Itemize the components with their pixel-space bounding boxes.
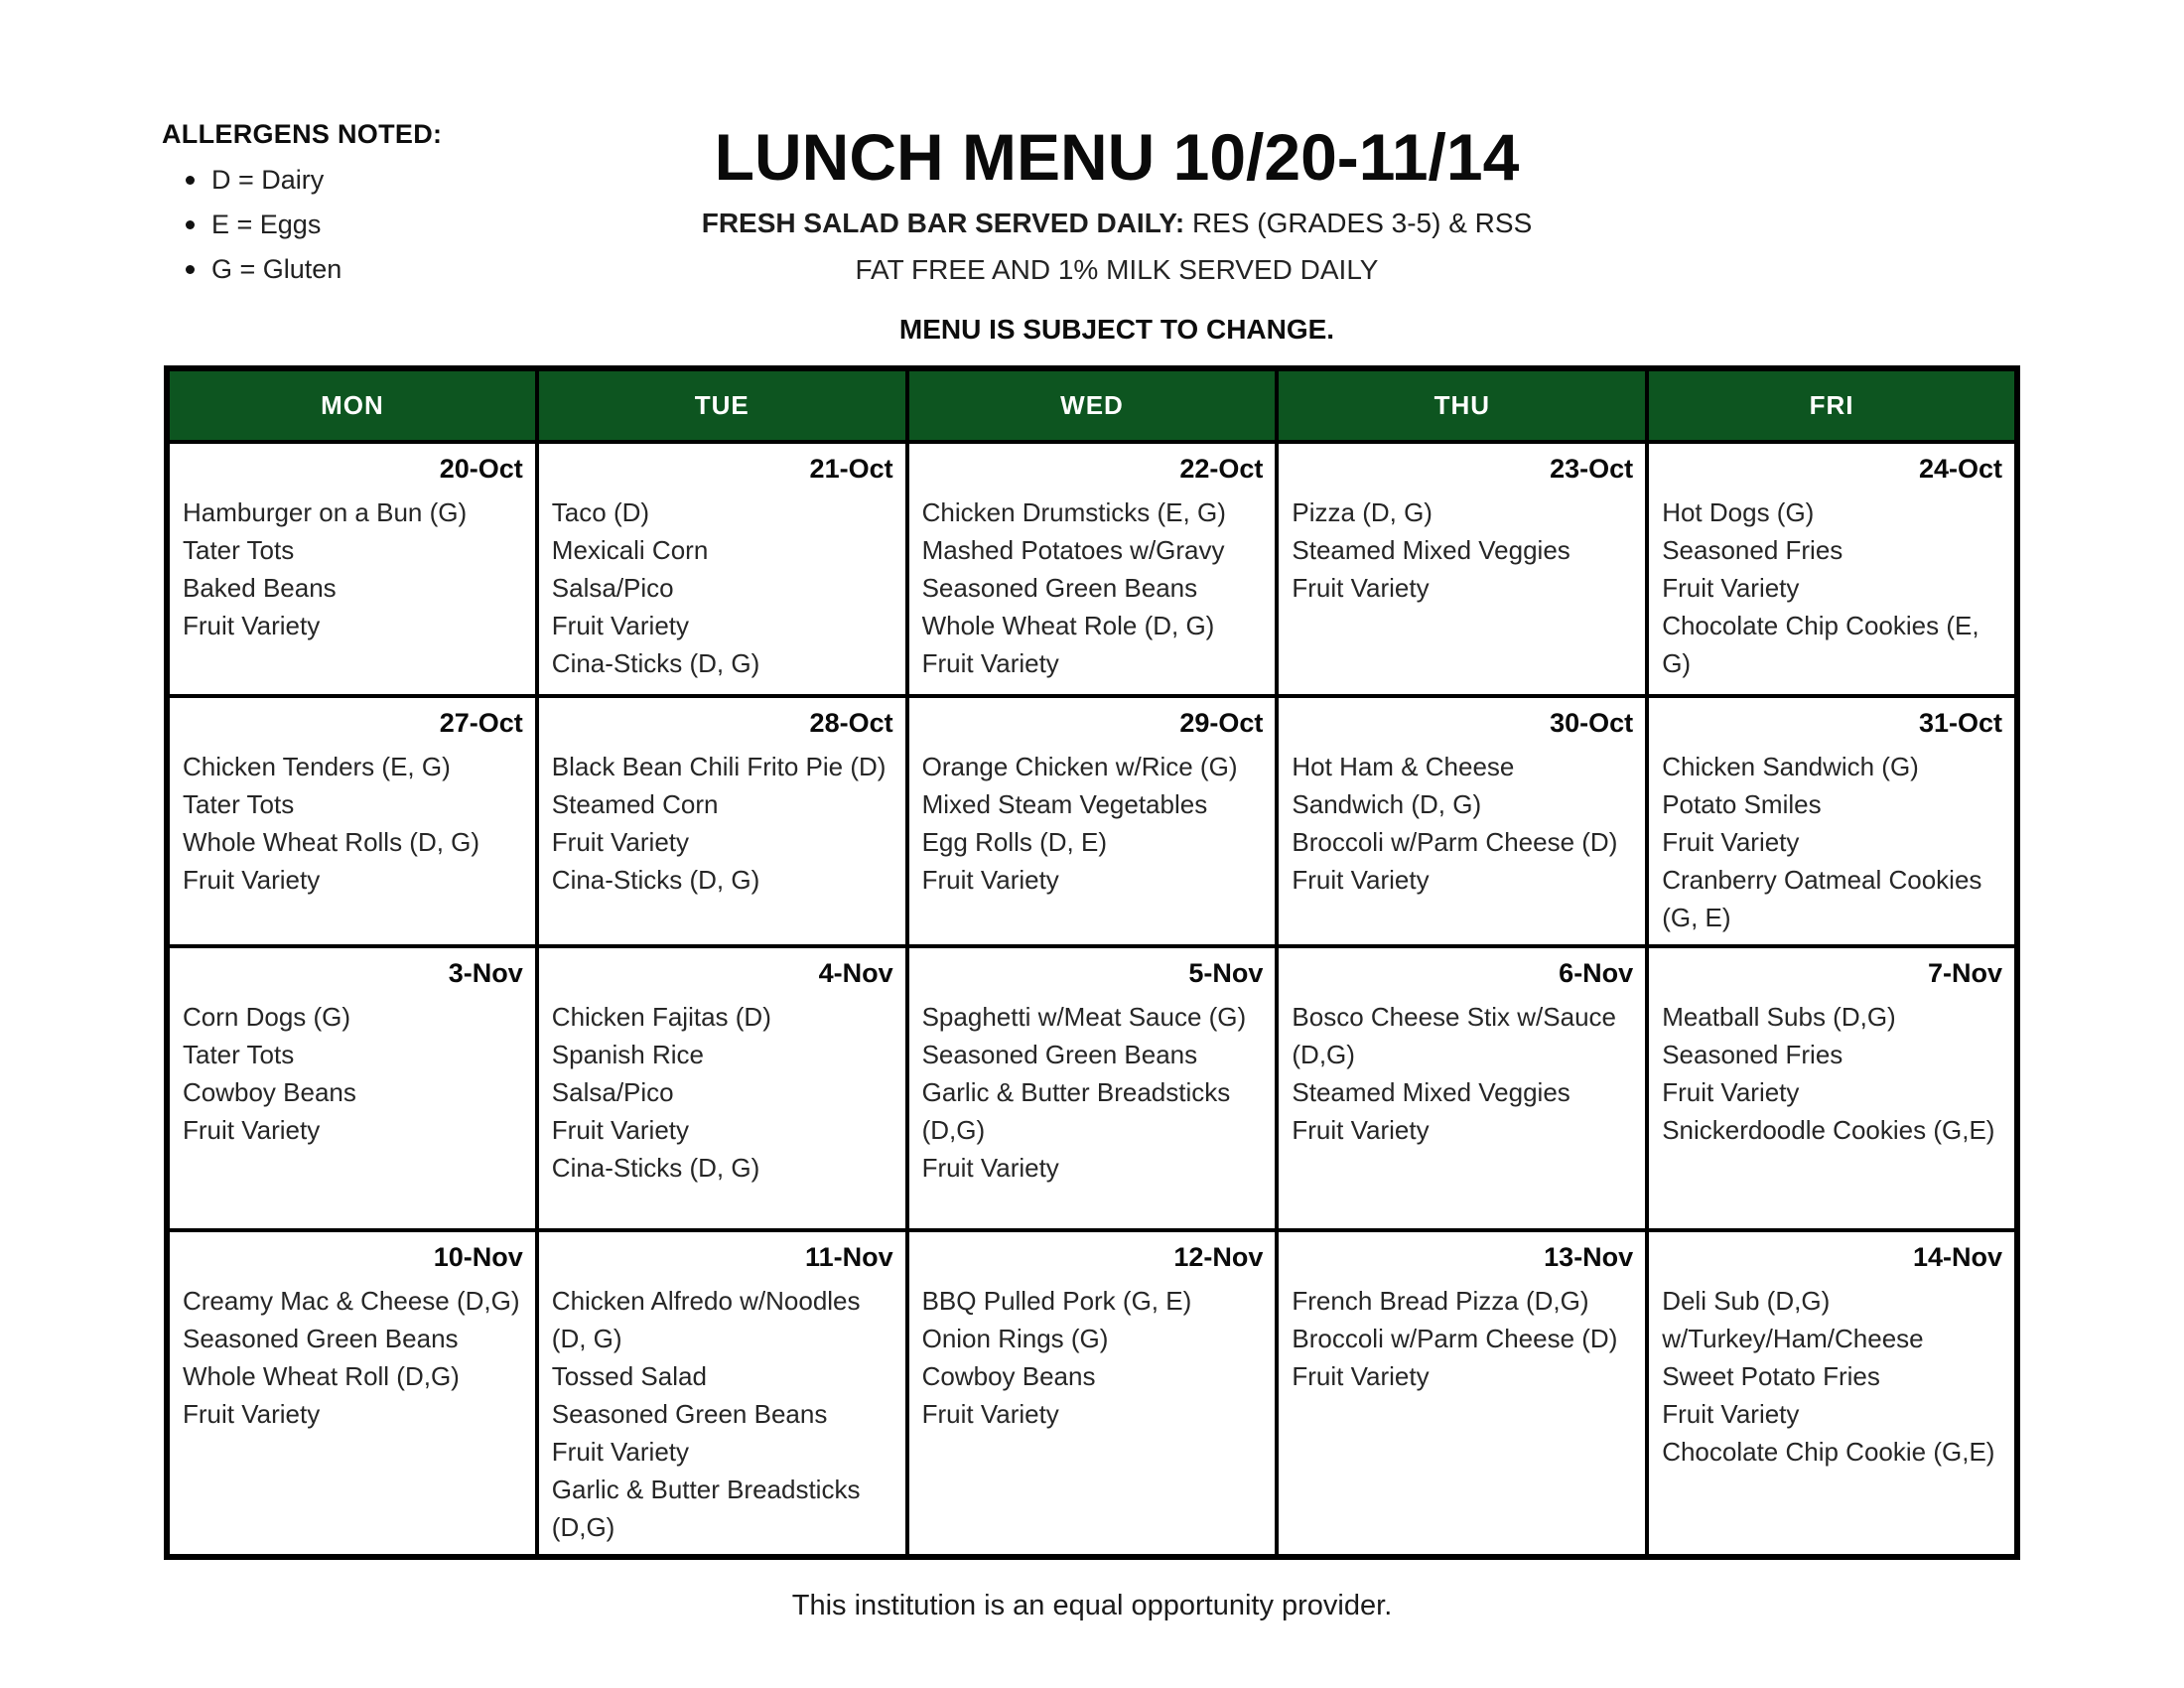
menu-item: Corn Dogs (G) [183, 1002, 351, 1033]
menu-item: Garlic & Butter Breadsticks (D,G) [921, 1077, 1231, 1146]
menu-item: Salsa/Pico [551, 573, 674, 604]
menu-item: Steamed Mixed Veggies [1292, 1077, 1570, 1108]
menu-table [164, 365, 2020, 1560]
day-cell-29-oct [907, 696, 1278, 946]
menu-item: Meatball Subs (D,G) [1662, 1002, 1896, 1033]
cell-items [1292, 1282, 1633, 1395]
menu-table-header [167, 368, 2017, 442]
salad-bar-label: FRESH SALAD BAR SERVED DAILY: [701, 208, 1185, 239]
cell-items [552, 1282, 893, 1546]
menu-item: Hamburger on a Bun (G) [183, 497, 468, 528]
column-header-tue: TUE [537, 368, 907, 442]
cell-items [183, 998, 523, 1149]
menu-item: Spanish Rice [551, 1040, 704, 1070]
bullet-icon [186, 265, 195, 274]
cell-date: 27-Oct [439, 708, 523, 738]
menu-item: Whole Wheat Roll (D,G) [183, 1361, 460, 1392]
menu-item: Hot Dogs (G) [1662, 497, 1815, 528]
day-cell-10-nov [167, 1230, 537, 1557]
allergen-label: D = Dairy [211, 165, 325, 195]
day-cell-30-oct [1277, 696, 1647, 946]
menu-item: Deli Sub (D,G) [1662, 1286, 1831, 1317]
menu-item: Fruit Variety [1662, 1399, 1800, 1430]
day-cell-31-oct [1647, 696, 2017, 946]
menu-item: Seasoned Green Beans [551, 1399, 828, 1430]
menu-item: Chocolate Chip Cookies (E, G) [1662, 611, 1979, 679]
menu-item: Onion Rings (G) [921, 1324, 1109, 1354]
cell-date: 11-Nov [805, 1242, 893, 1273]
cell-items [183, 748, 523, 899]
bullet-icon [186, 176, 195, 185]
menu-item: Seasoned Green Beans [921, 1040, 1198, 1070]
cell-items [1662, 998, 2002, 1149]
menu-item: Fruit Variety [183, 1115, 321, 1146]
day-cell-28-oct [537, 696, 907, 946]
menu-item: Potato Smiles [1662, 789, 1822, 820]
day-cell-4-nov [537, 946, 907, 1230]
week-row-3 [167, 946, 2017, 1230]
menu-item: Tater Tots [183, 1040, 295, 1070]
menu-item: Fruit Variety [921, 1153, 1059, 1184]
allergens-title: ALLERGENS NOTED: [162, 119, 443, 149]
menu-item: Cranberry Oatmeal Cookies (G, E) [1662, 865, 1982, 933]
menu-item: Fruit Variety [1662, 827, 1800, 858]
menu-item: Orange Chicken w/Rice (G) [921, 752, 1238, 782]
menu-item: Snickerdoodle Cookies (G,E) [1662, 1115, 1995, 1146]
cell-date: 7-Nov [1927, 958, 2002, 989]
menu-item: Chicken Alfredo w/Noodles (D, G) [551, 1286, 861, 1354]
menu-item: Seasoned Fries [1662, 1040, 1843, 1070]
allergen-label: G = Gluten [211, 254, 342, 284]
menu-item: Taco (D) [551, 497, 650, 528]
menu-item: Fruit Variety [921, 1399, 1059, 1430]
menu-item: Cina-Sticks (D, G) [551, 1153, 760, 1184]
menu-item: w/Turkey/Ham/Cheese [1662, 1324, 1924, 1354]
salad-bar-detail: RES (GRADES 3-5) & RSS [1184, 208, 1533, 239]
menu-item: Fruit Variety [551, 611, 690, 641]
menu-item: Baked Beans [183, 573, 337, 604]
menu-item: Chicken Fajitas (D) [551, 1002, 771, 1033]
cell-items [922, 493, 1264, 682]
cell-date: 31-Oct [1918, 708, 2002, 738]
week-row-2 [167, 696, 2017, 946]
menu-item: Bosco Cheese Stix w/Sauce (D,G) [1292, 1002, 1617, 1070]
menu-item: Fruit Variety [183, 1399, 321, 1430]
day-cell-20-oct [167, 442, 537, 696]
menu-item: Fruit Variety [551, 1115, 690, 1146]
cell-items [922, 1282, 1264, 1433]
menu-item: Whole Wheat Role (D, G) [921, 611, 1215, 641]
day-cell-7-nov [1647, 946, 2017, 1230]
menu-item: Mashed Potatoes w/Gravy [921, 535, 1225, 566]
menu-item: Fruit Variety [1662, 1077, 1800, 1108]
cell-date: 5-Nov [1188, 958, 1264, 989]
footer-note: This institution is an equal opportunity provider. [791, 1590, 1393, 1621]
menu-item: Fruit Variety [1292, 1361, 1430, 1392]
menu-item: Salsa/Pico [551, 1077, 674, 1108]
cell-items [1662, 493, 2002, 682]
menu-item: Cina-Sticks (D, G) [551, 648, 760, 679]
menu-item: Steamed Mixed Veggies [1292, 535, 1570, 566]
week-row-4 [167, 1230, 2017, 1557]
menu-item: Seasoned Fries [1662, 535, 1843, 566]
menu-item: Fruit Variety [1662, 573, 1800, 604]
menu-item: Chicken Tenders (E, G) [183, 752, 451, 782]
menu-item: Cina-Sticks (D, G) [551, 865, 760, 896]
day-cell-6-nov [1277, 946, 1647, 1230]
menu-item: BBQ Pulled Pork (G, E) [921, 1286, 1192, 1317]
cell-items [1292, 493, 1633, 607]
menu-item: Hot Ham & Cheese Sandwich (D, G) [1292, 752, 1515, 820]
menu-item: Chocolate Chip Cookie (G,E) [1662, 1437, 1995, 1468]
cell-items [183, 1282, 523, 1433]
cell-date: 29-Oct [1179, 708, 1264, 738]
menu-item: Spaghetti w/Meat Sauce (G) [921, 1002, 1247, 1033]
menu-item: Fruit Variety [921, 648, 1059, 679]
cell-date: 3-Nov [448, 958, 523, 989]
menu-item: Tater Tots [183, 789, 295, 820]
cell-date: 20-Oct [439, 454, 523, 484]
menu-item: Tossed Salad [551, 1361, 707, 1392]
milk-line: FAT FREE AND 1% MILK SERVED DAILY [855, 254, 1379, 286]
cell-items [552, 748, 893, 899]
menu-item: Fruit Variety [551, 1437, 690, 1468]
cell-date: 21-Oct [809, 454, 893, 484]
cell-date: 14-Nov [1912, 1242, 2002, 1273]
menu-item: Creamy Mac & Cheese (D,G) [183, 1286, 520, 1317]
menu-item: Fruit Variety [1292, 865, 1430, 896]
cell-items [183, 493, 523, 644]
day-cell-21-oct [537, 442, 907, 696]
menu-item: Chicken Drumsticks (E, G) [921, 497, 1226, 528]
menu-table-body [167, 442, 2017, 1557]
menu-item: Cowboy Beans [183, 1077, 356, 1108]
day-cell-22-oct [907, 442, 1278, 696]
menu-item: Steamed Corn [551, 789, 719, 820]
day-cell-12-nov [907, 1230, 1278, 1557]
cell-date: 28-Oct [809, 708, 893, 738]
cell-date: 22-Oct [1179, 454, 1264, 484]
day-cell-5-nov [907, 946, 1278, 1230]
allergen-label: E = Eggs [211, 210, 322, 239]
menu-item: Mexicali Corn [551, 535, 709, 566]
menu-item: Whole Wheat Rolls (D, G) [183, 827, 480, 858]
menu-item: Fruit Variety [1292, 573, 1430, 604]
day-cell-3-nov [167, 946, 537, 1230]
salad-bar-line [516, 208, 1717, 239]
menu-change-notice: MENU IS SUBJECT TO CHANGE. [898, 314, 1335, 346]
cell-date: 12-Nov [1173, 1242, 1264, 1273]
column-header-fri: FRI [1647, 368, 2017, 442]
page-title: LUNCH MENU 10/20-11/14 [714, 120, 1520, 194]
cell-items [1292, 748, 1633, 899]
day-cell-23-oct [1277, 442, 1647, 696]
heading-block [516, 120, 1717, 346]
menu-item: Fruit Variety [183, 611, 321, 641]
day-cell-14-nov [1647, 1230, 2017, 1557]
menu-item: Mixed Steam Vegetables [921, 789, 1208, 820]
menu-item: Pizza (D, G) [1292, 497, 1433, 528]
bullet-icon [186, 220, 195, 229]
menu-item: Sweet Potato Fries [1662, 1361, 1880, 1392]
day-cell-24-oct [1647, 442, 2017, 696]
menu-item: Fruit Variety [921, 865, 1059, 896]
cell-items [922, 998, 1264, 1187]
column-header-thu: THU [1277, 368, 1647, 442]
cell-date: 24-Oct [1918, 454, 2002, 484]
header-row [167, 368, 2017, 442]
menu-item: Black Bean Chili Frito Pie (D) [551, 752, 887, 782]
day-cell-13-nov [1277, 1230, 1647, 1557]
cell-items [1662, 748, 2002, 936]
week-row-1 [167, 442, 2017, 696]
menu-item: Fruit Variety [551, 827, 690, 858]
cell-date: 23-Oct [1550, 454, 1634, 484]
menu-item: French Bread Pizza (D,G) [1292, 1286, 1589, 1317]
day-cell-11-nov [537, 1230, 907, 1557]
cell-items [552, 998, 893, 1187]
cell-items [1662, 1282, 2002, 1471]
menu-item: Cowboy Beans [921, 1361, 1096, 1392]
cell-date: 30-Oct [1550, 708, 1634, 738]
day-cell-27-oct [167, 696, 537, 946]
cell-date: 6-Nov [1559, 958, 1634, 989]
menu-item: Seasoned Green Beans [921, 573, 1198, 604]
menu-item: Broccoli w/Parm Cheese (D) [1292, 827, 1618, 858]
menu-item: Garlic & Butter Breadsticks (D,G) [551, 1475, 861, 1543]
menu-item: Fruit Variety [1292, 1115, 1430, 1146]
cell-date: 13-Nov [1544, 1242, 1634, 1273]
menu-item: Fruit Variety [183, 865, 321, 896]
cell-date: 10-Nov [433, 1242, 523, 1273]
cell-items [922, 748, 1264, 899]
cell-items [552, 493, 893, 682]
menu-item: Seasoned Green Beans [183, 1324, 459, 1354]
cell-items [1292, 998, 1633, 1149]
menu-item: Tater Tots [183, 535, 295, 566]
menu-item: Chicken Sandwich (G) [1662, 752, 1919, 782]
cell-date: 4-Nov [818, 958, 893, 989]
column-header-wed: WED [907, 368, 1278, 442]
column-header-mon: MON [167, 368, 537, 442]
menu-item: Broccoli w/Parm Cheese (D) [1292, 1324, 1618, 1354]
menu-item: Egg Rolls (D, E) [921, 827, 1107, 858]
